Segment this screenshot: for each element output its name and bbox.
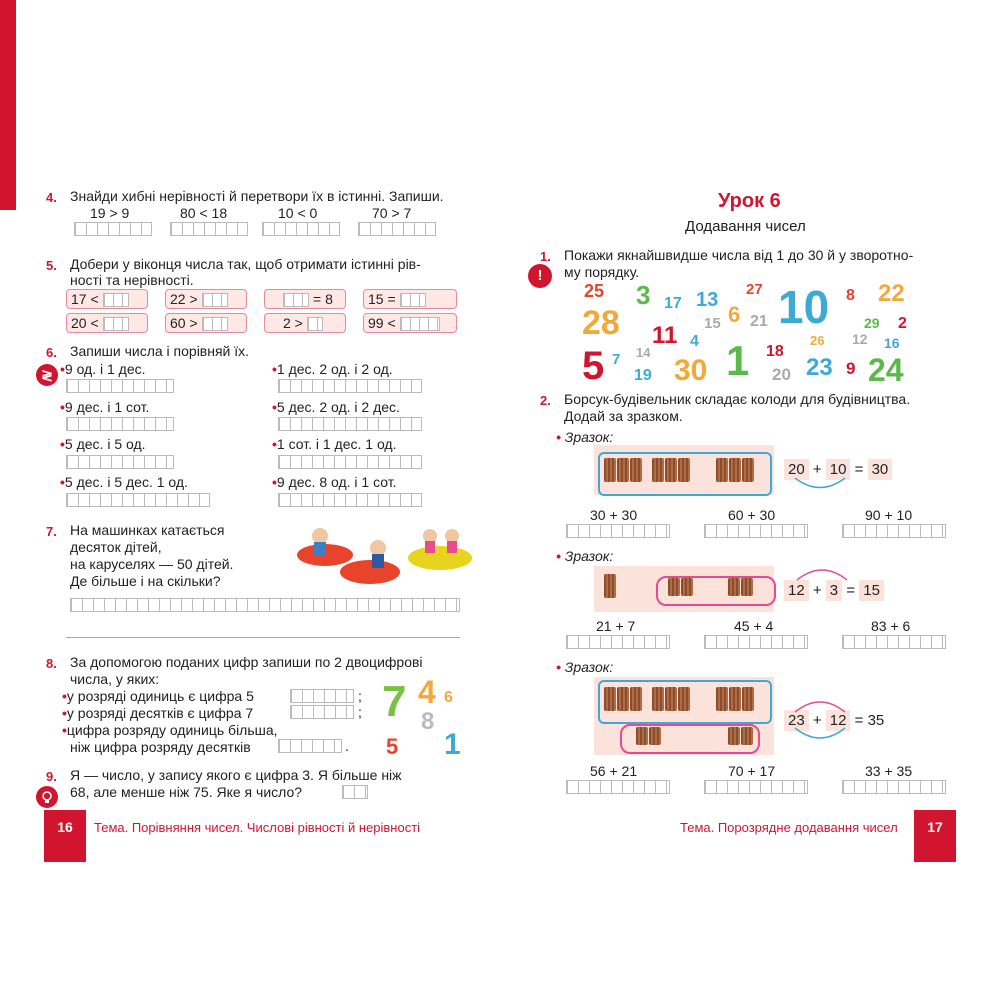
answer-cell[interactable] (202, 293, 228, 307)
answer-grid[interactable] (842, 635, 946, 649)
answer-cell[interactable] (400, 293, 426, 307)
exercise-8-text-1: За допомогою поданих цифр запиши по 2 двоцифрові (70, 654, 423, 670)
task: 83 + 6 (871, 618, 911, 634)
exercise-5-text-1: Добери у віконця числа так, щоб отримати істинні рів- (70, 256, 421, 272)
exercise-2-number: 2. (540, 393, 551, 408)
inequality-box (66, 289, 148, 309)
number: 8 (846, 287, 855, 304)
inequality-box (66, 313, 148, 333)
number: 18 (766, 343, 784, 360)
number: 28 (582, 304, 620, 342)
number: 11 (652, 322, 678, 349)
ex6-item: •1 сот. і 1 дес. 1 од. (272, 436, 397, 452)
box-text: 2 > (283, 315, 303, 331)
box-text: 99 < (368, 315, 396, 331)
box-text: 15 = (368, 291, 396, 307)
answer-grid[interactable] (566, 524, 670, 538)
footer-topic: Тема. Порівняння чисел. Числові рівності й нерівності (94, 820, 421, 835)
task: 56 + 21 (590, 763, 638, 779)
box-text: = 8 (313, 291, 333, 307)
answer-grid[interactable] (704, 524, 808, 538)
answer-cell[interactable] (400, 317, 440, 331)
answer-grid[interactable] (566, 780, 670, 794)
ex7-line: Де більше і на скільки? (70, 573, 221, 589)
number: 4 (690, 333, 699, 350)
exercise-1-number: 1. (540, 249, 551, 264)
number: 27 (746, 281, 763, 298)
number: 21 (750, 313, 768, 330)
ex4-item-1: 19 > 9 (90, 205, 130, 221)
answer-grid[interactable] (704, 780, 808, 794)
number: 2 (898, 315, 907, 332)
sample-label: • Зразок: (556, 429, 614, 445)
number: 29 (864, 315, 880, 331)
number: 30 (674, 354, 708, 387)
number: 9 (846, 359, 856, 378)
attention-icon: ! (528, 264, 552, 288)
digit: 1 (444, 728, 461, 761)
answer-grid[interactable] (70, 598, 460, 612)
number: 19 (634, 367, 652, 384)
number: 3 (636, 280, 651, 310)
box-text: 20 < (71, 315, 99, 331)
right-edge-tab (0, 105, 16, 210)
ex8-bullet: •у розряді одиниць є цифра 5 (62, 688, 254, 704)
answer-grid[interactable] (278, 455, 422, 469)
ex4-item-2: 80 < 18 (180, 205, 228, 221)
log-bundle (636, 727, 662, 745)
answer-grid[interactable] (66, 417, 174, 431)
exercise-9-text-2: 68, але менше ніж 75. Яке я число? (70, 784, 303, 800)
answer-grid[interactable] (66, 493, 210, 507)
log-bundle (604, 687, 643, 711)
box-text: 60 > (170, 315, 198, 331)
answer-grid[interactable] (342, 785, 368, 799)
number: 6 (728, 302, 741, 327)
exercise-7-number: 7. (46, 524, 57, 539)
number: 16 (884, 335, 900, 351)
inequality-box (165, 289, 247, 309)
task: 90 + 10 (865, 507, 913, 523)
ex6-item: •1 дес. 2 од. і 2 од. (272, 361, 393, 377)
equality-box (264, 289, 346, 309)
sample-equation: 23 + 12 = 35 (784, 710, 884, 731)
lesson-subtitle: Додавання чисел (685, 218, 806, 235)
answer-grid[interactable] (66, 379, 174, 393)
inequality-box (363, 313, 457, 333)
inequality-box (165, 313, 247, 333)
ex6-item: •5 дес. 2 од. і 2 дес. (272, 399, 400, 415)
sample-label: • Зразок: (556, 659, 614, 675)
ex8-bullet: •цифра розряду одиниць більша, (62, 722, 278, 738)
sample-equation: 12 + 3 = 15 (784, 580, 884, 601)
answer-grid[interactable] (170, 222, 248, 236)
task: 60 + 30 (728, 507, 776, 523)
exercise-4-number: 4. (46, 190, 57, 205)
ex8-bullet-cont: ніж цифра розряду десятків (70, 739, 251, 755)
ex4-item-4: 70 > 7 (372, 205, 412, 221)
exercise-9-text-1: Я — число, у запису якого є цифра 3. Я більше ніж (70, 767, 402, 783)
exercise-4-text: Знайди хибні нерівності й перетвори їх в істинні. Запиши. (70, 188, 444, 204)
answer-cell[interactable] (103, 293, 129, 307)
compare-icon: ≷ (36, 364, 58, 386)
log-bundle (668, 578, 694, 596)
period: . (345, 738, 349, 754)
task: 21 + 7 (596, 618, 636, 634)
ex8-bullet: •у розряді десятків є цифра 7 (62, 705, 254, 721)
log-bundle (604, 458, 643, 482)
number: 13 (696, 289, 719, 311)
number: 25 (584, 281, 605, 301)
semicolon: ; (358, 704, 362, 720)
answer-cell[interactable] (283, 293, 309, 307)
lesson-title: Урок 6 (718, 190, 781, 212)
answer-grid[interactable] (74, 222, 152, 236)
answer-cell[interactable] (307, 317, 323, 331)
answer-grid[interactable] (66, 455, 174, 469)
answer-grid[interactable] (358, 222, 436, 236)
number: 26 (810, 333, 825, 348)
number: 1 (726, 337, 750, 384)
number: 15 (704, 315, 721, 332)
box-text: 22 > (170, 291, 198, 307)
task: 33 + 35 (865, 763, 913, 779)
box-text: 17 < (71, 291, 99, 307)
ex7-line: на каруселях — 50 дітей. (70, 556, 234, 572)
exercise-8-text-2: числа, у яких: (70, 671, 160, 687)
ex6-item: •9 од. і 1 дес. (60, 361, 146, 377)
answer-grid[interactable] (278, 493, 422, 507)
number: 14 (636, 345, 651, 360)
answer-grid[interactable] (290, 689, 354, 703)
task: 70 + 17 (728, 763, 776, 779)
log-bundle (652, 458, 691, 482)
arc-connector (790, 692, 850, 744)
digit: 6 (444, 689, 453, 706)
ex4-item-3: 10 < 0 (278, 205, 318, 221)
ex6-item: •5 дес. і 5 од. (60, 436, 146, 452)
answer-grid[interactable] (278, 739, 342, 753)
number: 24 (868, 352, 904, 388)
lightbulb-icon (36, 786, 58, 808)
answer-grid[interactable] (278, 379, 422, 393)
ex6-item: •9 дес. і 1 сот. (60, 399, 150, 415)
divider (66, 637, 460, 638)
log-bundle (652, 687, 691, 711)
answer-grid[interactable] (842, 524, 946, 538)
ex6-item: •5 дес. і 5 дес. 1 од. (60, 474, 188, 490)
answer-grid[interactable] (278, 417, 422, 431)
answer-cell[interactable] (103, 317, 129, 331)
answer-grid[interactable] (704, 635, 808, 649)
arc-connector (790, 475, 850, 495)
digit: 4 (418, 674, 436, 710)
number: 5 (582, 344, 605, 388)
exercise-6-text: Запиши числа і порівняй їх. (70, 343, 250, 359)
semicolon: ; (358, 688, 362, 704)
footer-topic: Тема. Порозрядне додавання чисел (680, 820, 898, 835)
exercise-1-text-2: му порядку. (564, 264, 640, 280)
number: 20 (772, 365, 791, 384)
number: 17 (664, 295, 682, 312)
digit: 5 (386, 734, 399, 759)
number: 7 (612, 351, 621, 368)
ex7-line: десяток дітей, (70, 539, 162, 555)
exercise-8-number: 8. (46, 656, 57, 671)
number: 12 (852, 331, 868, 347)
answer-grid[interactable] (842, 780, 946, 794)
log-bundle (728, 578, 754, 596)
sample-label: • Зразок: (556, 548, 614, 564)
digit: 7 (382, 677, 407, 726)
equality-box (363, 289, 457, 309)
log-bundle (716, 458, 755, 482)
answer-grid[interactable] (566, 635, 670, 649)
page-number: 17 (914, 810, 956, 862)
ex6-item: •9 дес. 8 од. і 1 сот. (272, 474, 397, 490)
log-bundle (716, 687, 755, 711)
exercise-6-number: 6. (46, 345, 57, 360)
number: 10 (778, 281, 830, 333)
page-number: 16 (44, 810, 86, 862)
task: 45 + 4 (734, 618, 774, 634)
task: 30 + 30 (590, 507, 638, 523)
exercise-9-number: 9. (46, 769, 57, 784)
log-bundle (604, 574, 617, 598)
inequality-box (264, 313, 346, 333)
ex7-line: На машинках катається (70, 522, 225, 538)
exercise-2-text-2: Додай за зразком. (564, 408, 683, 424)
arc-connector (792, 562, 852, 582)
exercise-5-text-2: ності та нерівності. (70, 272, 194, 288)
number: 22 (878, 280, 905, 307)
exercise-1-text-1: Покажи якнайшвидше числа від 1 до 30 й у зворотно- (564, 247, 914, 263)
digit: 8 (421, 708, 435, 735)
exercise-5-number: 5. (46, 258, 57, 273)
left-edge-tab (0, 0, 16, 105)
answer-cell[interactable] (202, 317, 228, 331)
answer-grid[interactable] (262, 222, 340, 236)
answer-grid[interactable] (290, 705, 354, 719)
log-bundle (728, 727, 754, 745)
number: 23 (806, 354, 833, 381)
bumper-cars-illustration (290, 520, 475, 590)
sample-equation: 20 + 10 = 30 (784, 459, 892, 480)
exercise-2-text-1: Борсук-будівельник складає колоди для будівництва. (564, 391, 911, 407)
